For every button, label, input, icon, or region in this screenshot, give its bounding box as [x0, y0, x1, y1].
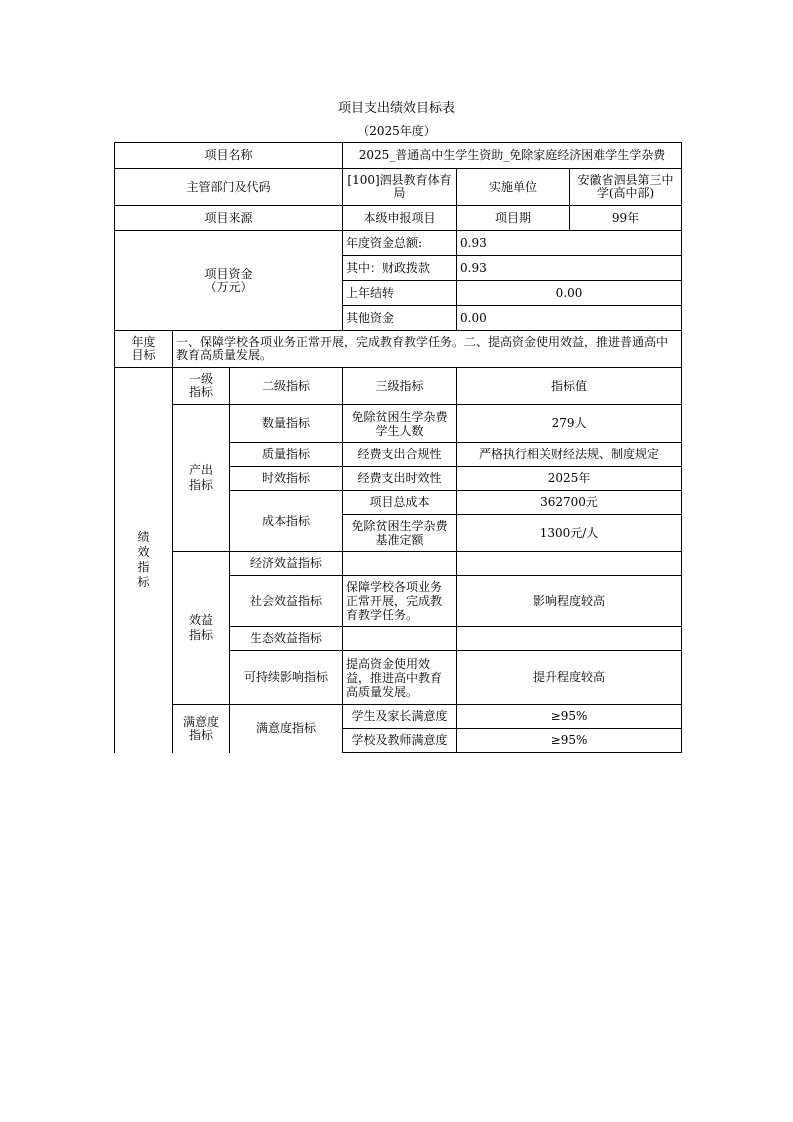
cost-value-total: 362700元	[457, 491, 682, 515]
implementing-unit-label: 实施单位	[457, 169, 570, 206]
funds-other-value: 0.00	[457, 306, 682, 331]
project-name-label: 项目名称	[115, 143, 343, 169]
performance-indicators-label	[115, 368, 173, 753]
cost-value-quota: 1300元/人	[457, 515, 682, 552]
funds-carryover-value: 0.00	[457, 281, 682, 306]
economic-value	[457, 552, 682, 576]
cost-item-quota: 免除贫困生学杂费基准定额	[343, 515, 457, 552]
sustainable-label: 可持续影响指标	[230, 651, 343, 705]
funds-other-label: 其他资金	[343, 306, 457, 331]
satisfaction-item-teachers: 学校及教师满意度	[343, 729, 457, 753]
row-funds-total	[115, 231, 682, 256]
funds-carryover-label: 上年结转	[343, 281, 457, 306]
social-value: 影响程度较高	[457, 576, 682, 627]
funds-total-value: 0.93	[457, 231, 682, 256]
quantity-label: 数量指标	[230, 405, 343, 443]
satisfaction-value-teachers: ≥95%	[457, 729, 682, 753]
header-level3: 三级指标	[343, 368, 457, 405]
implementing-unit-value: 安徽省泗县第三中学(高中部)	[570, 169, 682, 206]
satisfaction-indicators-label: 满意度 指标	[173, 705, 230, 753]
performance-indicators-text: 绩效指标	[137, 530, 150, 590]
row-annual-goal	[115, 331, 682, 368]
quantity-item: 免除贫困生学杂费学生人数	[343, 405, 457, 443]
row-quantity	[115, 405, 682, 443]
timeliness-label: 时效指标	[230, 467, 343, 491]
funds-fiscal-label: 其中：财政拨款	[343, 256, 457, 281]
document-year: （2025年度）	[357, 124, 436, 138]
ecological-item	[343, 627, 457, 651]
ecological-value	[457, 627, 682, 651]
header-value: 指标值	[457, 368, 682, 405]
project-source-label: 项目来源	[115, 206, 343, 231]
social-item: 保障学校各项业务正常开展，完成教育教学任务。	[343, 576, 457, 627]
row-economic	[115, 552, 682, 576]
header-level1: 一级 指标	[173, 368, 230, 405]
economic-label: 经济效益指标	[230, 552, 343, 576]
header-level2: 二级指标	[230, 368, 343, 405]
satisfaction-value-parents: ≥95%	[457, 705, 682, 729]
social-label: 社会效益指标	[230, 576, 343, 627]
funds-fiscal-value: 0.93	[457, 256, 682, 281]
ecological-label: 生态效益指标	[230, 627, 343, 651]
output-indicators-text: 产出指标	[188, 463, 213, 492]
quality-item: 经费支出合规性	[343, 443, 457, 467]
row-project-source	[115, 206, 682, 231]
quality-label: 质量指标	[230, 443, 343, 467]
performance-target-table	[114, 142, 682, 753]
satisfaction-sub-label: 满意度指标	[230, 705, 343, 753]
project-name-value: 2025_普通高中生学生资助_免除家庭经济困难学生学杂费	[343, 143, 682, 169]
satisfaction-item-parents: 学生及家长满意度	[343, 705, 457, 729]
benefit-indicators-text: 效益指标	[188, 613, 213, 642]
project-period-value: 99年	[570, 206, 682, 231]
row-department	[115, 169, 682, 206]
annual-goal-label: 年度 目标	[115, 331, 173, 368]
department-label: 主管部门及代码	[115, 169, 343, 206]
row-satisfaction-parents	[115, 705, 682, 729]
funds-label: 项目资金 （万元）	[115, 231, 343, 331]
funds-total-label: 年度资金总额:	[343, 231, 457, 256]
benefit-indicators-label	[173, 552, 230, 705]
timeliness-value: 2025年	[457, 467, 682, 491]
cost-label: 成本指标	[230, 491, 343, 552]
economic-item	[343, 552, 457, 576]
row-project-name	[115, 143, 682, 169]
timeliness-item: 经费支出时效性	[343, 467, 457, 491]
quantity-value: 279人	[457, 405, 682, 443]
cost-item-total: 项目总成本	[343, 491, 457, 515]
sustainable-value: 提升程度较高	[457, 651, 682, 705]
quality-value: 严格执行相关财经法规、制度规定	[457, 443, 682, 467]
project-period-label: 项目期	[457, 206, 570, 231]
sustainable-item: 提高资金使用效益，推进高中教育高质量发展。	[343, 651, 457, 705]
annual-goal-text: 一、保障学校各项业务正常开展，完成教育教学任务。二、提高资金使用效益，推进普通高中教育高质量发展。	[173, 331, 682, 368]
department-value: [100]泗县教育体育局	[343, 169, 457, 206]
row-indicator-header	[115, 368, 682, 405]
project-source-value: 本级申报项目	[343, 206, 457, 231]
output-indicators-label	[173, 405, 230, 552]
document-title: 项目支出绩效目标表	[337, 101, 455, 116]
